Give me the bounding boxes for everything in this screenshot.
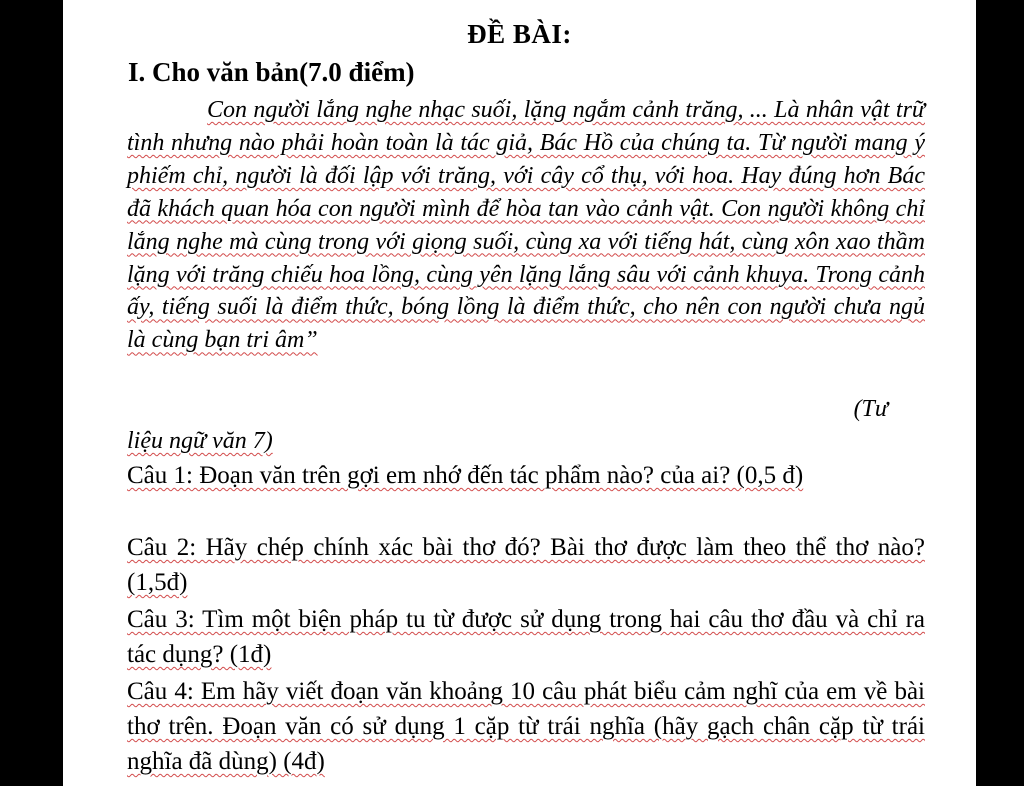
section-heading: I. Cho văn bản(7.0 điểm) (128, 57, 415, 87)
page-title: ĐỀ BÀI: (467, 19, 572, 49)
source-citation-end: liệu ngữ văn 7) (127, 428, 273, 454)
question-1: Câu 1: Đoạn văn trên gợi em nhớ đến tác phẩm nào? của ai? (0,5 đ) (127, 462, 804, 489)
document-page (63, 0, 976, 786)
question-2: Câu 2: Hãy chép chính xác bài thơ đó? Bài thơ được làm theo thể thơ nào? (1,5đ) (127, 534, 925, 596)
question-4: Câu 4: Em hãy viết đoạn văn khoảng 10 câu phát biểu cảm nghĩ của em về bài thơ trên. Đoạn văn có sử dụng 1 cặp từ trái nghĩa (hãy gạch chân cặp từ trái nghĩa đã dùng) (4đ) (127, 678, 925, 775)
source-citation-start: (Tư (853, 396, 888, 422)
question-3: Câu 3: Tìm một biện pháp tu từ được sử dụng trong hai câu thơ đầu và chỉ ra tác dụng? (1đ) (127, 606, 925, 668)
passage-text: Con người lắng nghe nhạc suối, lặng ngắm cảnh trăng, ... Là nhân vật trữ tình nhưng nào phải hoàn toàn là tác giả, Bác Hồ của chúng ta. Từ người mang ý phiếm chỉ, người là đối lập với trăng, với cây cổ thụ, với hoa. Hay đúng hơn Bác đã khách quan hóa con người mình để hòa tan vào cảnh vật. Con người không chỉ lắng nghe mà cùng trong với giọng suối, cùng xa với tiếng hát, cùng xôn xao thầm lặng với trăng chiếu hoa lồng, cùng yên lặng lắng sâu với cảnh khuya. Trong cảnh ấy, tiếng suối là điểm thức, bóng lồng là điểm thức, cho nên con người chưa ngủ là cùng bạn tri âm” (127, 97, 925, 354)
